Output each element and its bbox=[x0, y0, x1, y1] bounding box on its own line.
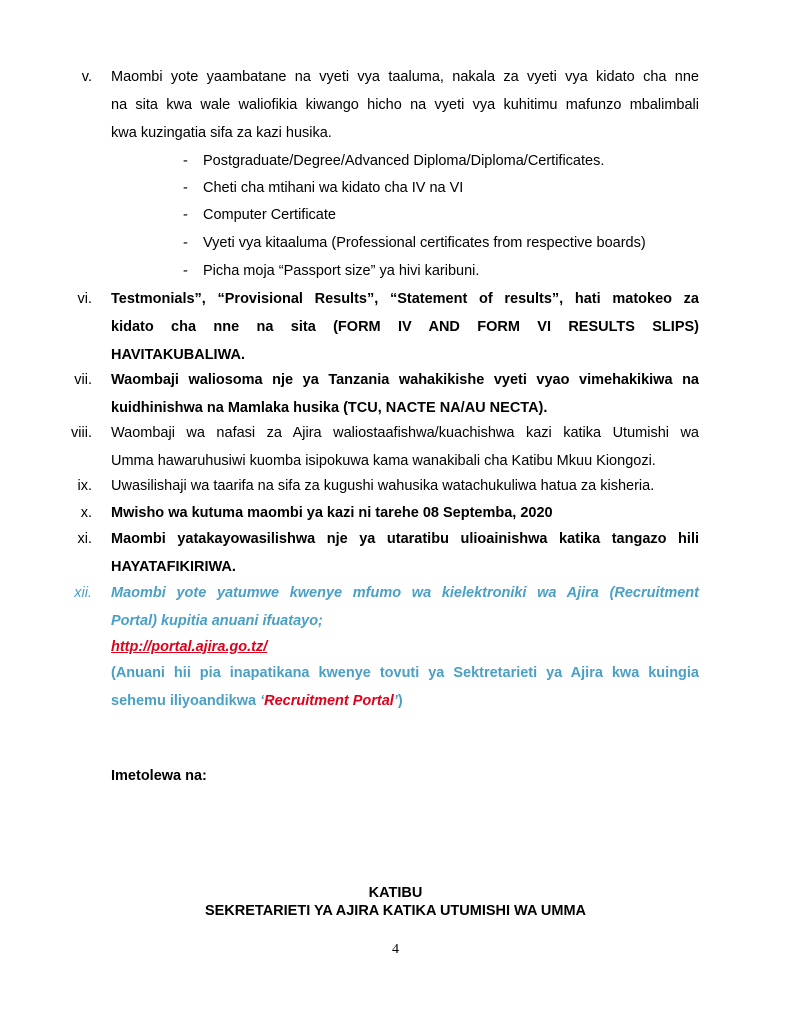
item-number: xi. bbox=[77, 531, 92, 547]
sub-list-item: - Postgraduate/Degree/Advanced Diploma/Diploma/Certificates. bbox=[183, 153, 605, 169]
item-number: viii. bbox=[71, 425, 92, 441]
signatory-organization: SEKRETARIETI YA AJIRA KATIKA UTUMISHI WA UMMA bbox=[204, 903, 587, 919]
item-number: vi. bbox=[77, 291, 92, 307]
item-number: xii. bbox=[74, 585, 92, 601]
item-number: x. bbox=[80, 505, 92, 521]
portal-link-row bbox=[111, 633, 699, 661]
item-number: vii. bbox=[74, 372, 92, 388]
item-text: Testmonials”, “Provisional Results”, “Statement of results”, hati matokeo za kidato cha nne na sita (FORM IV AND FORM VI RESULTS SLIPS) HAVITAKUBALIWA. bbox=[111, 291, 699, 363]
portal-note: (Anuani hii pia inapatikana kwenye tovuti ya Sektretarieti ya Ajira kwa kuingia sehemu iliyoandikwa ‘Recruitment Portal’) bbox=[111, 665, 699, 709]
item-text: Mwisho wa kutuma maombi ya kazi ni tarehe 08 Septemba, 2020 bbox=[111, 505, 553, 521]
recruitment-portal-highlight: Recruitment Portal bbox=[264, 693, 394, 709]
item-text: Maombi yote yaambatane na vyeti vya taaluma, nakala za vyeti vya kidato cha nne na sita kwa wale waliofikia kiwango hicho na vyeti vya kuhitimu mafunzo mbalimbali kwa kuzingatia sifa za kazi husika. bbox=[111, 69, 699, 141]
item-text: Uwasilishaji wa taarifa na sifa za kugushi wahusika watachukuliwa hatua za kisheria. bbox=[111, 478, 655, 494]
sub-list-item: - Cheti cha mtihani wa kidato cha IV na VI bbox=[183, 180, 464, 196]
sub-list-item: - Vyeti vya kitaaluma (Professional certificates from respective boards) bbox=[183, 235, 646, 251]
item-text: Maombi yatakayowasilishwa nje ya utaratibu ulioainishwa katika tangazo hili HAYATAFIKIRIWA. bbox=[111, 531, 699, 575]
page-number: 4 bbox=[392, 942, 399, 957]
item-text: Waombaji wa nafasi za Ajira waliostaafishwa/kuachishwa kazi katika Utumishi wa Umma hawaruhusiwi kuomba isipokuwa kama wanakibali cha Katibu Mkuu Kiongozi. bbox=[111, 425, 699, 469]
item-text: Waombaji waliosoma nje ya Tanzania wahakikishe vyeti vyao vimehakikiwa na kuidhinishwa na Mamlaka husika (TCU, NACTE NA/AU NECTA). bbox=[111, 372, 699, 416]
portal-link[interactable]: http://portal.ajira.go.tz/ bbox=[111, 639, 268, 655]
signatory-title: KATIBU bbox=[368, 885, 423, 901]
issued-by-label: Imetolewa na: bbox=[111, 768, 207, 784]
item-number: ix. bbox=[77, 478, 92, 494]
item-text: Maombi yote yatumwe kwenye mfumo wa kielektroniki wa Ajira (Recruitment Portal) kupitia anuani ifuatayo; bbox=[111, 585, 699, 629]
item-number: v. bbox=[81, 69, 92, 85]
sub-list-item: - Picha moja “Passport size” ya hivi karibuni. bbox=[183, 263, 480, 279]
sub-list-item: - Computer Certificate bbox=[183, 207, 336, 223]
